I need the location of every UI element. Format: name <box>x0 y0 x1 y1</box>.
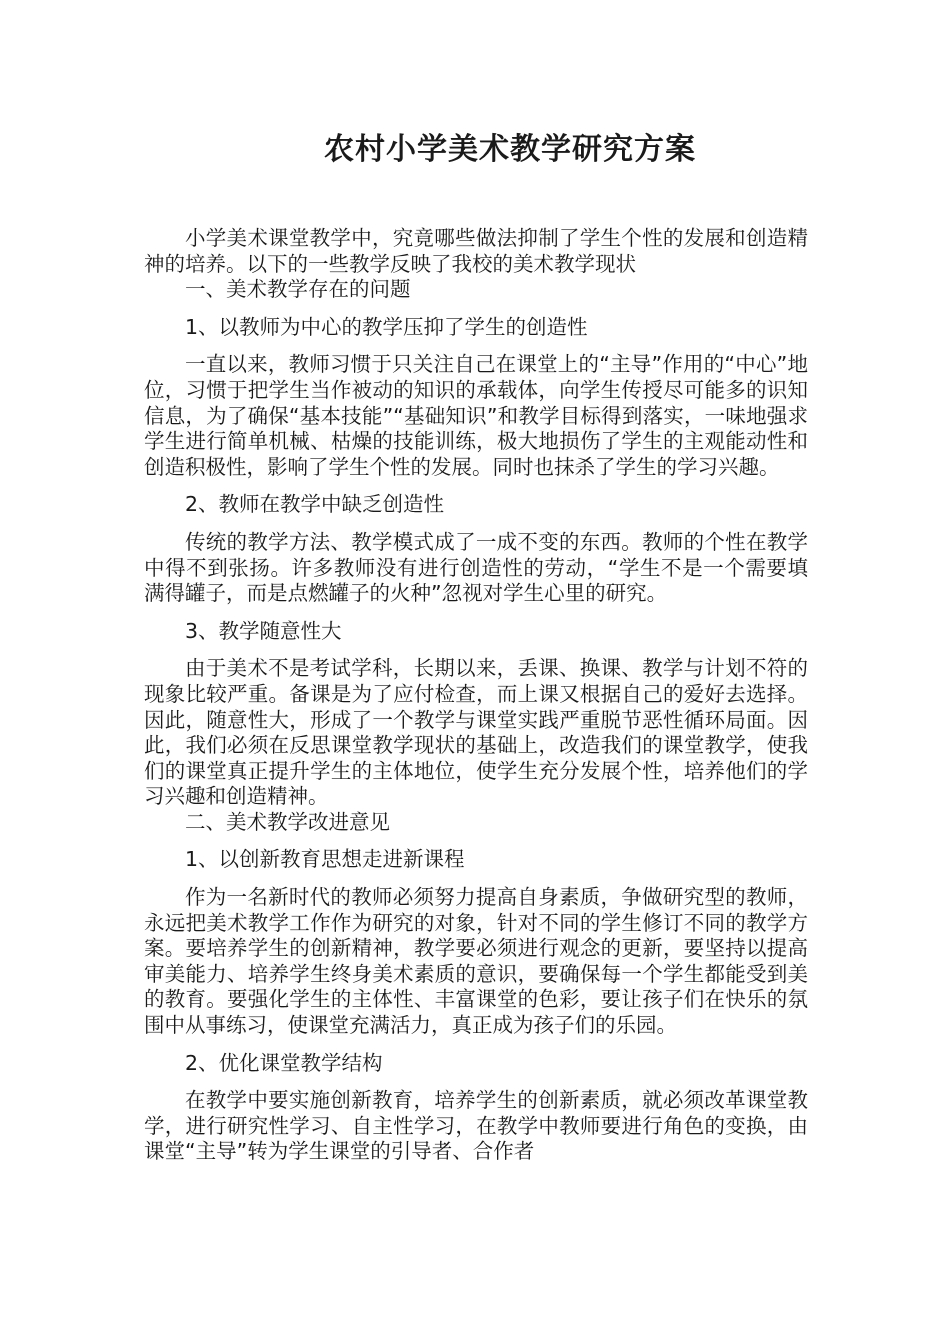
paragraph: 由于美术不是考试学科，长期以来，丢课、换课、教学与计划不符的现象比较严重。备课是为了应付检查，而上课又根据自己的爱好去选择。因此，随意性大，形成了一个教学与课堂实践严重脱节恶性循环局面。因此，我们必须在反思课堂教学现状的基础上，改造我们的课堂教学，使我们的课堂真正提升学生的主体地位，使学生充分发展个性，培养他们的学习兴趣和创造精神。 <box>144 656 808 809</box>
subsection-heading: 3、教学随意性大 <box>185 618 342 643</box>
paragraph: 作为一名新时代的教师必须努力提高自身素质，争做研究型的教师，永远把美术教学工作作为研究的对象，针对不同的学生修订不同的教学方案。要培养学生的创新精神，教学要必须进行观念的更新，要坚持以提高审美能力、培养学生终身美术素质的意识，要确保每一个学生都能受到美的教育。要强化学生的主体性、丰富课堂的色彩，要让孩子们在快乐的氛围中从事练习，使课堂充满活力，真正成为孩子们的乐园。 <box>144 885 808 1038</box>
subsection-heading: 2、教师在教学中缺乏创造性 <box>185 492 445 517</box>
subsection-heading: 1、以教师为中心的教学压抑了学生的创造性 <box>185 314 588 339</box>
paragraph: 传统的教学方法、教学模式成了一成不变的东西。教师的个性在教学中得不到张扬。许多教师没有进行创造性的劳动，“学生不是一个需要填满得罐子，而是点燃罐子的火种”忽视对学生心里的研究。 <box>144 529 808 606</box>
subsection-heading: 2、优化课堂教学结构 <box>185 1050 383 1075</box>
document-title: 农村小学美术教学研究方案 <box>324 132 696 167</box>
paragraph: 在教学中要实施创新教育，培养学生的创新素质，就必须改革课堂教学，进行研究性学习、自主性学习，在教学中教师要进行角色的变换，由课堂“主导”转为学生课堂的引导者、合作者 <box>144 1088 808 1164</box>
document-body <box>144 226 808 1165</box>
paragraph: 小学美术课堂教学中，究竟哪些做法抑制了学生个性的发展和创造精神的培养。以下的一些教学反映了我校的美术教学现状 <box>144 226 808 276</box>
paragraph: 一直以来，教师习惯于只关注自己在课堂上的“主导”作用的“中心”地位，习惯于把学生当作被动的知识的承载体，向学生传授尽可能多的识知信息，为了确保“基本技能”“基础知识”和教学目标得到落实，一味地强求学生进行简单机械、枯燥的技能训练，极大地损伤了学生的主观能动性和创造积极性，影响了学生个性的发展。同时也抹杀了学生的学习兴趣。 <box>144 352 808 479</box>
section-heading: 一、美术教学存在的问题 <box>185 277 411 302</box>
subsection-heading: 1、以创新教育思想走进新课程 <box>185 847 465 872</box>
section-heading: 二、美术教学改进意见 <box>185 809 390 834</box>
